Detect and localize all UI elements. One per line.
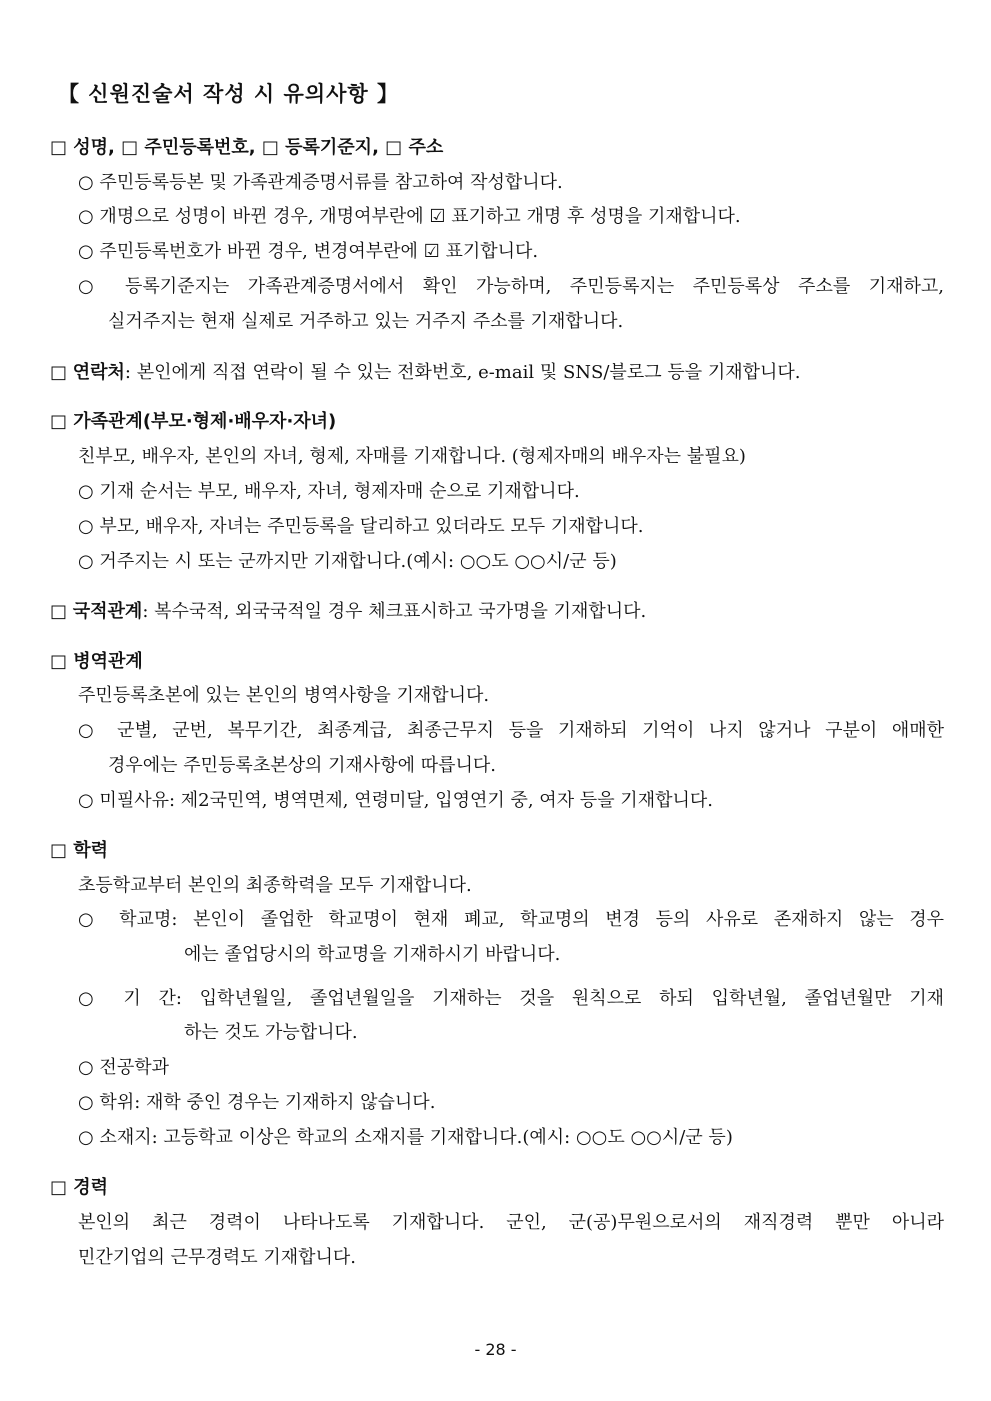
section-header-education: □ 학력: [50, 840, 109, 861]
education-line-2: ○ 학교명: 본인이 졸업한 학교명이 현재 폐교, 학교명의 변경 등의 사유로 존재하지 않는 경우: [78, 909, 944, 930]
contact-box: □: [50, 362, 68, 383]
section-header-family: □ 가족관계(부모·형제·배우자·자녀): [50, 411, 337, 432]
family-line-2: ○ 기재 순서는 부모, 배우자, 자녀, 형제자매 순으로 기재합니다.: [78, 481, 580, 502]
section-contact: [50, 356, 938, 390]
education-line-1: 초등학교부터 본인의 최종학력을 모두 기재합니다.: [78, 875, 472, 896]
name-line-2: ○ 개명으로 성명이 바뀐 경우, 개명여부란에 ☑ 표기하고 개명 후 성명을 기재합니다.: [78, 206, 741, 227]
contact-label: 연락처: [72, 362, 125, 383]
nationality-text: : 복수국적, 외국국적일 경우 체크표시하고 국가명을 기재합니다.: [142, 601, 647, 622]
nationality-box: □: [50, 601, 68, 622]
education-line-3: 에는 졸업당시의 학교명을 기재하시기 바랍니다.: [184, 944, 561, 965]
name-line-5: 실거주지는 현재 실제로 거주하고 있는 거주지 주소를 기재합니다.: [108, 311, 624, 332]
section-header-name: □ 성명, □ 주민등록번호, □ 등록기준지, □ 주소: [50, 137, 444, 158]
education-line-7: ○ 학위: 재학 중인 경우는 기재하지 않습니다.: [78, 1092, 436, 1113]
education-line-4: ○ 기 간: 입학년월일, 졸업년월일을 기재하는 것을 원칙으로 하되 입학년월, 졸업년월만 기재: [78, 988, 944, 1009]
military-line-4: ○ 미필사유: 제2국민역, 병역면제, 연령미달, 입영연기 중, 여자 등을 기재합니다.: [78, 790, 713, 811]
education-line-6: ○ 전공학과: [78, 1057, 169, 1078]
career-line-2: 민간기업의 근무경력도 기재합니다.: [78, 1247, 356, 1268]
name-line-4: ○ 등록기준지는 가족관계증명서에서 확인 가능하며, 주민등록지는 주민등록상 주소를 기재하고,: [78, 276, 944, 297]
family-line-1: 친부모, 배우자, 본인의 자녀, 형제, 자매를 기재합니다. (형제자매의 배우자는 불필요): [78, 446, 746, 467]
education-line-8: ○ 소재지: 고등학교 이상은 학교의 소재지를 기재합니다.(예시: ○○도 ○○시/군 등): [78, 1127, 733, 1148]
family-line-3: ○ 부모, 배우자, 자녀는 주민등록을 달리하고 있더라도 모두 기재합니다.: [78, 516, 644, 537]
military-line-2: ○ 군별, 군번, 복무기간, 최종계급, 최종근무지 등을 기재하되 기억이 나지 않거나 구분이 애매한: [78, 720, 944, 741]
name-line-1: ○ 주민등록등본 및 가족관계증명서류를 참고하여 작성합니다.: [78, 172, 563, 193]
name-line-3: ○ 주민등록번호가 바뀐 경우, 변경여부란에 ☑ 표기합니다.: [78, 241, 539, 262]
page-number: - 28 -: [474, 1340, 517, 1359]
section-header-career: □ 경력: [50, 1177, 109, 1198]
career-line-1: 본인의 최근 경력이 나타나도록 기재합니다. 군인, 군(공)무원으로서의 재직경력 뿐만 아니라: [78, 1212, 944, 1233]
section-nationality: [50, 595, 646, 629]
contact-text: : 본인에게 직접 연락이 될 수 있는 전화번호, e-mail 및 SNS/블로그 등을 기재합니다.: [124, 362, 801, 383]
family-line-4: ○ 거주지는 시 또는 군까지만 기재합니다.(예시: ○○도 ○○시/군 등): [78, 551, 617, 572]
page-title: 【 신원진술서 작성 시 유의사항 】: [58, 82, 399, 106]
military-line-1: 주민등록초본에 있는 본인의 병역사항을 기재합니다.: [78, 685, 490, 706]
military-line-3: 경우에는 주민등록초본상의 기재사항에 따릅니다.: [108, 755, 497, 776]
section-header-military: □ 병역관계: [50, 651, 143, 672]
education-line-5: 하는 것도 가능합니다.: [184, 1022, 358, 1043]
nationality-label: 국적관계: [72, 601, 143, 622]
